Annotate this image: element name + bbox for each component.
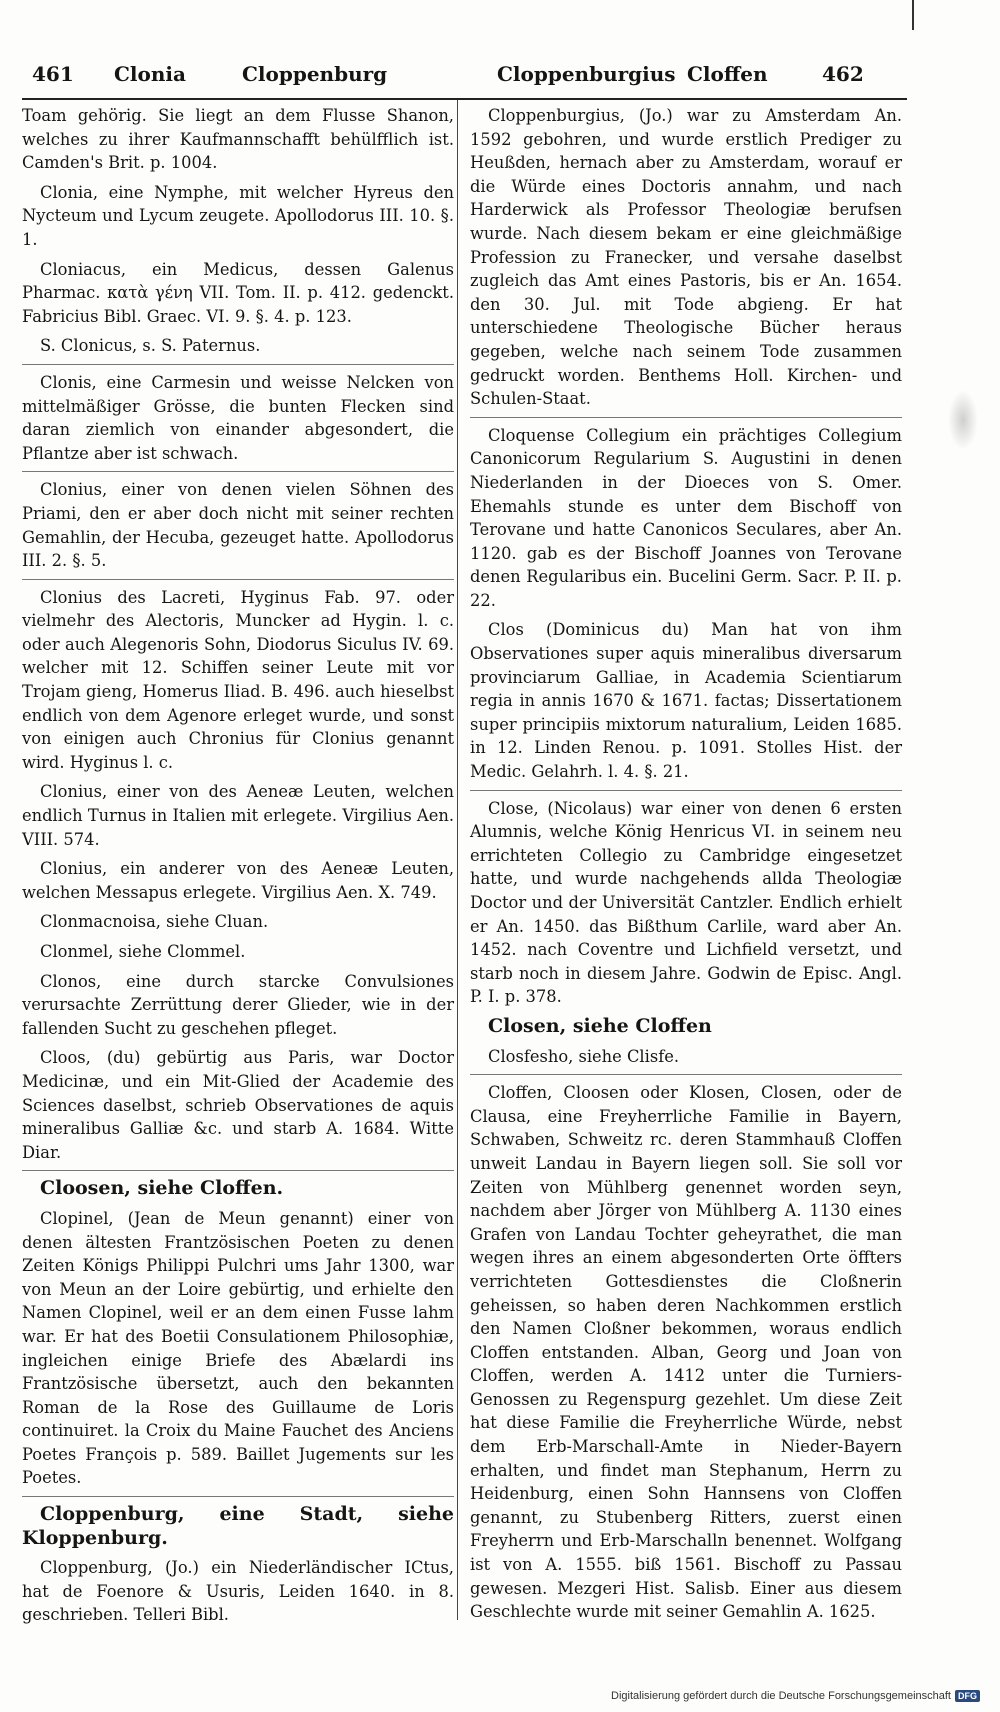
entry-clonius-1: Clonius, einer von denen vielen Söhnen des Priami, den er aber doch nicht mit seiner rechten Gemahlin, der Hecuba, gezeuget hatte. Apollodorus III. 2. §. 5. [22,480,454,571]
entry-closen: Closen, siehe Cloffen [488,1014,712,1037]
divider [22,471,454,472]
entry-clonius-2: Clonius des Lacreti, Hyginus Fab. 97. oder vielmehr des Alectoris, Muncker ad Hygin. l. c. oder auch Alegenoris Sohn, Diodorus Siculus IV. 69. welcher mit 12. Schiffen seiner Leute mit vor Trojam gieng, Homerus Iliad. B. 496. auch hieselbst endlich von dem Agenore erleget wurde, und sonst von einigen auch Chronius für Clonius genannt wird. Hyginus l. c. [22,587,454,772]
header-rule [22,98,907,100]
scan-smudge [948,390,978,450]
entry-s-clonicus: S. Clonicus, s. S. Paternus. [40,336,261,356]
entry-clos: Clos (Dominicus du) Man hat von ihm Observationes super aquis mineralibus diversarum provinciarum Galliae, in Academia Scientiarum regia in annis 1670 & 1671. factas; Dissertationem super principiis mixtorum naturalium, Leiden 1685. in 12. Linden Renou. p. 1091. Stolles Hist. der Medic. Gelahrh. l. 4. §. 21. [470,620,902,782]
divider [470,790,902,791]
entry-clonis: Clonis, eine Carmesin und weisse Nelcken von mittelmäßiger Grösse, die bunten Flecken sind daran ziemlich von einander abgesondert, die Pflantze aber ist schwach. [22,372,454,463]
header-word-1: Clonia [114,62,186,86]
entry-cloffen: Cloffen, Cloosen oder Klosen, Closen, oder de Clausa, eine Freyherrliche Familie in Bayern, Schwaben, Schweitz rc. deren Stammhauß Cloffen unweit Landau in Bayern liegen soll. Sie soll vor Zeiten von Mühlberg genennet worden seyn, nachdem aber Jörger von Mühlberg A. 1130 eines Grafen von Landau Tochter geheyrathet, die man wegen ihres an einem abgesonderten Orte öffters verrichteten Gottesdienstes die Cloßnerin geheissen, so haben deren Nachkommen erstlich den Namen Cloßner bekommen, woraus endlich Cloffen entstanden. Alban, Georg und Joan von Cloffen, werden A. 1412 unter die Turniers-Genossen zu Regenspurg gezehlet. Um diese Zeit hat diese Familie die Freyherrliche Würde, nebst dem Erb-Marschall-Amte in Nieder-Bayern erhalten, und findet man Stephanum, Herrn zu Heidenburg, einen Sohn Hannsens von Cloffen genannt, zu Stubenberg Ritters, zuerst einen Freyherrn und Erb-Marschalln benennet. Wolfgang ist von A. 1555. biß 1561. Bischoff zu Passau gewesen. Mezgeri Hist. Salisb. Einer aus diesem Geschlechte wurde mit seiner Gemahlin A. 1625. [470,1083,902,1622]
divider [22,1496,454,1497]
entry-cloppenburgius: Cloppenburgius, (Jo.) war zu Amsterdam An. 1592 gebohren, und wurde erstlich Prediger zu Heußden, hernach aber zu Amsterdam, worauf er die Würde eines Doctoris annahm, und nach Harderwick als Professor Theologiæ berufsen wurde. Nach diesem bekam er eine gleichmäßige Profession zu Franecker, und versahe daselbst zugleich das Amt eines Pastoris, bis er An. 1654. den 30. Jul. mit Tode abgieng. Er hat unterschiedene Theologische Bücher heraus gegeben, welche nach seinem Tode zusammen gedruckt worden. Benthems Holl. Kirchen- und Schulen-Staat. [470,106,902,409]
entry-cloos: Cloos, (du) gebürtig aus Paris, war Doctor Medicinæ, und ein Mit-Glied der Academie des Sciences daselbst, schrieb Observationes de aquis mineralibus Galliæ &c. und starb A. 1684. Witte Diar. [22,1048,454,1162]
divider [22,579,454,580]
entry-clonius-4: Clonius, ein anderer von des Aeneæ Leuten, welchen Messapus erlegete. Virgilius Aen. X. 749. [22,859,454,902]
entry-cloosen: Cloosen, siehe Cloffen. [40,1177,284,1200]
page-number-left: 461 [32,62,74,86]
divider [470,417,902,418]
entry-cloquense: Cloquense Collegium ein prächtiges Collegium Canonicorum Regularium S. Augustini in denen Niederlanden in der Dioeces von S. Omer. Ehemahls stunde es unter dem Bischoff von Terovane und hatte Canonicos Seculares, aber An. 1120. gab es der Bischoff Joannes von Terovane denen Regularibus ein. Bucelini Germ. Sacr. P. II. p. 22. [470,425,902,610]
scan-mark [912,0,914,30]
entry-clonmacnoisa: Clonmacnoisa, siehe Cluan. [40,912,269,932]
entry-close: Close, (Nicolaus) war einer von denen 6 ersten Alumnis, welche König Henricus VI. in seinem neu errichteten Collegio zu Cambridge eingesetzet hatte, und wurde nachgehends allda Theologiæ Doctor und der Universität Cantzler. Endlich erhielt er An. 1450. das Bißthum Carlile, ward aber An. 1452. nach Coventre und Lichfield versetzt, und starb noch in diesem Jahre. Godwin de Episc. Angl. P. I. p. 378. [470,798,902,1007]
footer-text: Digitalisierung gefördert durch die Deutsche Forschungsgemeinschaft [611,1690,951,1702]
divider [22,364,454,365]
entry-clopinel: Clopinel, (Jean de Meun genannt) einer von denen ältesten Frantzösischen Poeten zu denen Zeiten Königs Philippi Pulchri ums Jahr 1300, war von Meun an der Loire gebürtig, und erhielte den Namen Clopinel, weil er an dem einen Fusse lahm war. Er hat des Boetii Consulationem Philosophiæ, ingleichen einige Briefe des Abælardi ins Frantzösische übersetzt, auch den bekannten Roman de la Rose des Guillaume de Loris continuiret. la Croix du Maine Fauchet des Anciens Poetes François p. 589. Baillet Jugements sur les Poetes. [22,1208,454,1488]
entry-clonmel: Clonmel, siehe Clommel. [40,942,246,961]
divider [470,1074,902,1075]
divider [22,1170,454,1171]
column-rule [457,100,458,1620]
header-word-4: Cloffen [687,62,768,86]
header-word-3: Cloppenburgius [497,62,676,86]
entry-cloniacus: Cloniacus, ein Medicus, dessen Galenus Pharmac. κατὰ γένη VII. Tom. II. p. 412. gedenckt. Fabricius Bibl. Graec. VI. 9. §. 4. p. 123. [22,259,454,326]
dfg-logo-icon: DFG [955,1690,980,1702]
entry-closfesho: Closfesho, siehe Clisfe. [488,1046,680,1066]
page-number-right: 462 [822,62,864,86]
entry-toam: Toam gehörig. Sie liegt an dem Flusse Shanon, welches zu ihrer Kaufmannschafft behülfflich ist. Camden's Brit. p. 1004. [22,106,454,173]
entry-clonius-3: Clonius, einer von des Aeneæ Leuten, welchen endlich Turnus in Italien mit erlegete. Virgilius Aen. VIII. 574. [22,782,454,849]
entry-cloppenburg-jo: Cloppenburg, (Jo.) ein Niederländischer ICtus, hat de Foenore & Usuris, Leiden 1640. in 8. geschrieben. Telleri Bibl. [22,1558,454,1625]
entry-clonia: Clonia, eine Nymphe, mit welcher Hyreus den Nycteum und Lycum zeugete. Apollodorus III. 10. §. 1. [22,182,454,249]
right-column [470,104,902,1630]
header-word-2: Cloppenburg [242,62,388,86]
page-header [22,52,907,92]
left-column [22,104,454,1633]
entry-clonos: Clonos, eine durch starcke Convulsiones verursachte Zerrüttung derer Glieder, wie in der fallenden Sucht zu geschehen pfleget. [22,971,454,1038]
entry-cloppenburg-stadt: Cloppenburg, eine Stadt, siehe Kloppenburg. [22,1503,454,1549]
footer [560,1690,980,1708]
